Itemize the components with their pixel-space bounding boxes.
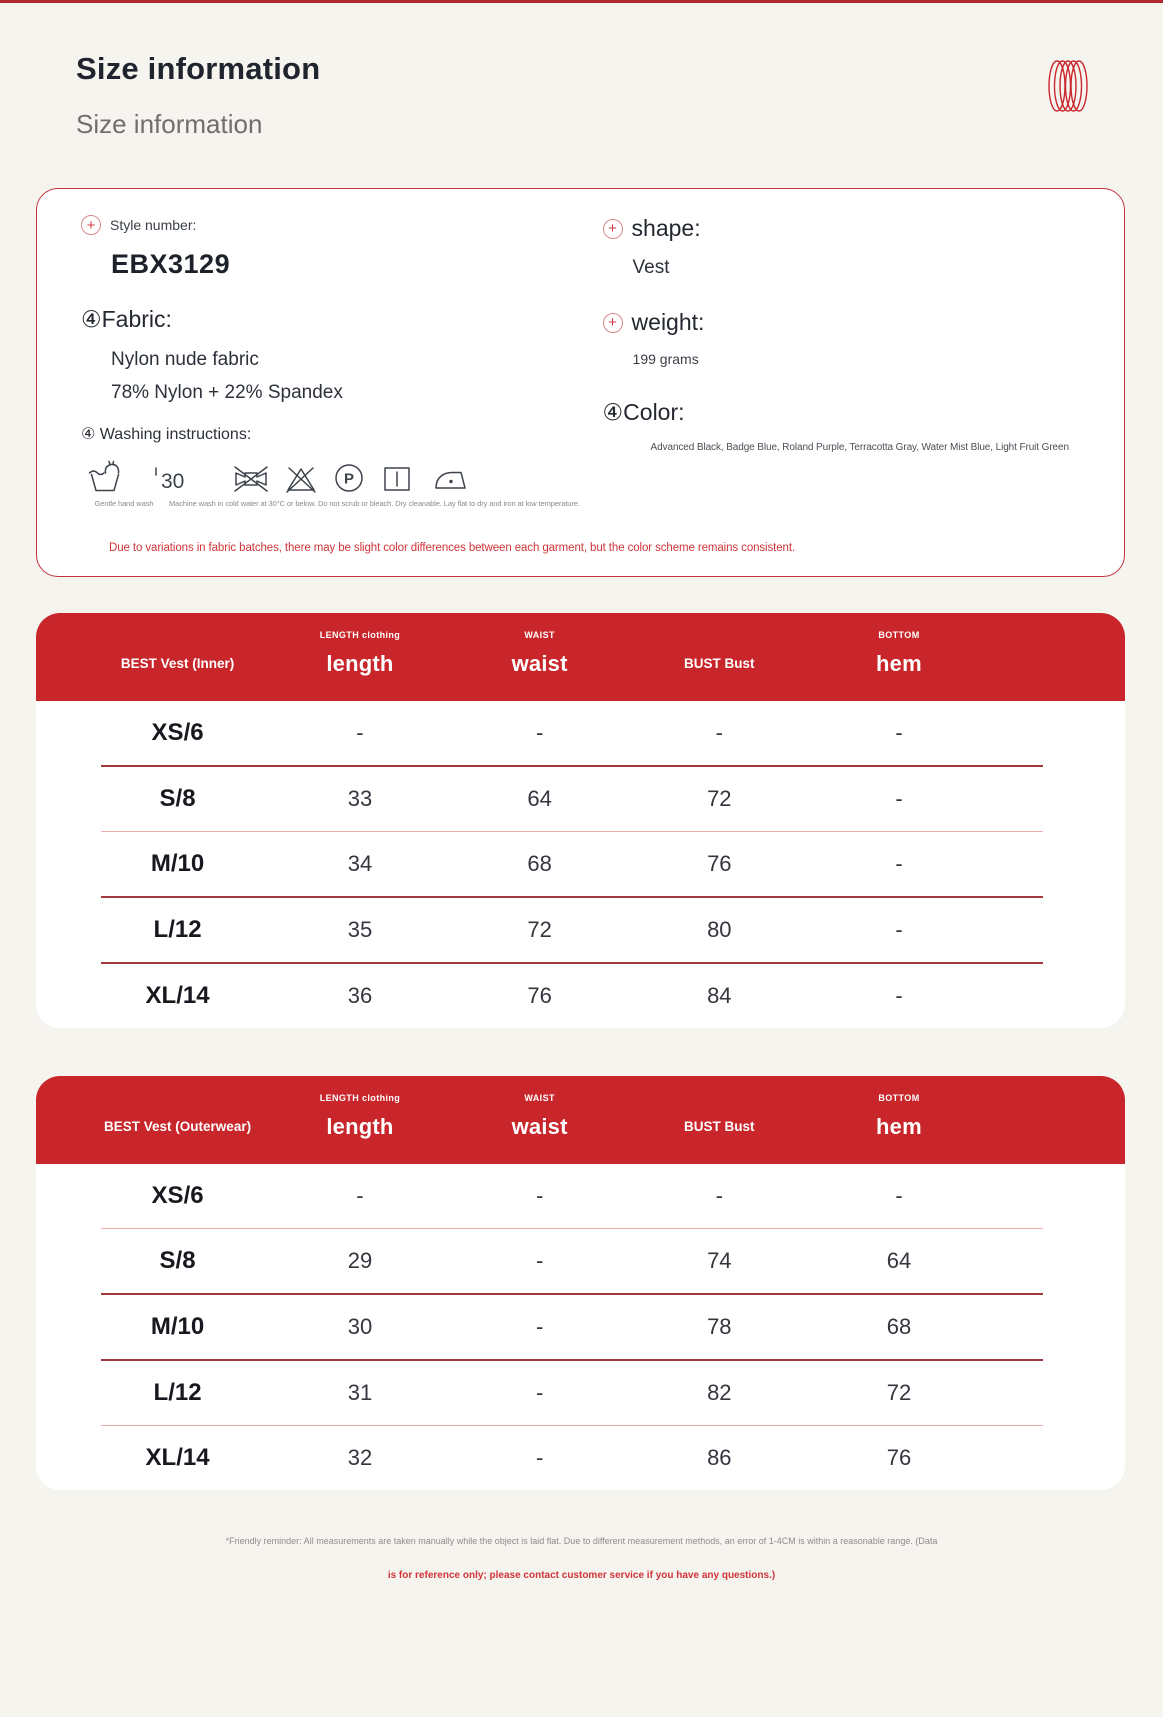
table-row bbox=[36, 1426, 1125, 1490]
table-row bbox=[36, 767, 1125, 831]
size-value: 72 bbox=[886, 1380, 912, 1405]
size-value: 29 bbox=[347, 1248, 373, 1273]
page-subtitle: Size information bbox=[76, 109, 263, 139]
washing-captions-row bbox=[81, 499, 603, 508]
size-value: - bbox=[535, 1314, 544, 1339]
shape-value: Vest bbox=[632, 257, 670, 278]
table-row bbox=[36, 832, 1125, 896]
page-title: Size information bbox=[76, 51, 321, 86]
footer-note bbox=[0, 1536, 1163, 1581]
size-value: - bbox=[535, 1380, 544, 1405]
table-header bbox=[36, 1076, 1125, 1164]
style-number-row bbox=[81, 215, 603, 235]
iron-low-icon bbox=[431, 464, 469, 494]
size-value: - bbox=[535, 1445, 544, 1470]
weight-row bbox=[603, 309, 1084, 336]
size-label: L/12 bbox=[153, 916, 202, 943]
table-title: BEST Vest (Outerwear) bbox=[104, 1119, 252, 1134]
table-row bbox=[36, 1164, 1125, 1228]
size-value: 64 bbox=[886, 1248, 912, 1273]
card-right-column bbox=[603, 215, 1084, 508]
header-col-length: LENGTH clothing length bbox=[319, 630, 401, 676]
header-col-waist: WAIST waist bbox=[511, 630, 568, 676]
size-label: XS/6 bbox=[151, 1182, 204, 1209]
machine-wash-caption: Machine wash in cold water at 30°C or below. Do not scrub or bleach. Dry cleanable. Lay flat to dry and iron at low temperature. bbox=[169, 499, 580, 508]
fabric-label: ④Fabric: bbox=[81, 306, 172, 332]
drip-dry-icon bbox=[381, 464, 413, 494]
size-value: 76 bbox=[886, 1445, 912, 1470]
size-label: XS/6 bbox=[151, 719, 204, 746]
size-label: XL/14 bbox=[145, 1444, 210, 1471]
size-value: 68 bbox=[886, 1314, 912, 1339]
size-value: 36 bbox=[347, 983, 373, 1008]
size-value: 34 bbox=[347, 851, 373, 876]
washing-icons-row bbox=[87, 460, 603, 494]
plus-circle-icon bbox=[603, 313, 623, 333]
size-value: - bbox=[895, 917, 903, 942]
style-number-label: Style number: bbox=[110, 217, 197, 233]
plus-circle-icon bbox=[603, 219, 623, 239]
spacer bbox=[989, 630, 1125, 701]
shape-row bbox=[603, 215, 1084, 242]
size-label: M/10 bbox=[150, 850, 205, 877]
table-row bbox=[36, 1229, 1125, 1293]
svg-text:P: P bbox=[343, 470, 355, 488]
weight-label: weight: bbox=[631, 309, 705, 335]
table-body bbox=[36, 701, 1125, 1028]
product-info-card bbox=[36, 188, 1125, 577]
size-label: M/10 bbox=[150, 1313, 205, 1340]
size-value: 82 bbox=[707, 1380, 732, 1405]
header-col-waist: WAIST waist bbox=[511, 1093, 568, 1139]
size-value: 30 bbox=[347, 1314, 373, 1339]
size-value: 33 bbox=[347, 786, 373, 811]
table-row bbox=[36, 964, 1125, 1028]
style-number-value: EBX3129 bbox=[111, 249, 231, 279]
reference-only-text: is for reference only; please contact customer service if you have any questions.) bbox=[387, 1570, 776, 1581]
size-value: - bbox=[535, 1183, 544, 1208]
size-value: 32 bbox=[347, 1445, 373, 1470]
size-value: - bbox=[895, 983, 903, 1008]
do-not-bleach-icon bbox=[285, 464, 317, 494]
hand-wash-caption: Gentle hand wash bbox=[94, 499, 154, 508]
size-value: 76 bbox=[707, 851, 732, 876]
do-not-wring-icon bbox=[231, 464, 271, 494]
size-table-outerwear bbox=[36, 1076, 1125, 1490]
table-row bbox=[36, 898, 1125, 962]
size-value: - bbox=[356, 720, 364, 745]
size-value: - bbox=[535, 720, 544, 745]
size-value: 72 bbox=[707, 786, 732, 811]
wash-temp-text: 30 bbox=[161, 470, 185, 493]
table-header bbox=[36, 613, 1125, 701]
spacer bbox=[36, 630, 85, 701]
size-value: 84 bbox=[707, 983, 732, 1008]
size-value: 31 bbox=[347, 1380, 373, 1405]
dry-clean-p-icon bbox=[333, 462, 365, 494]
size-label: S/8 bbox=[159, 1247, 196, 1274]
size-label: S/8 bbox=[159, 785, 196, 812]
header-col-bust: BUST Bust bbox=[684, 1119, 755, 1134]
table-row bbox=[36, 701, 1125, 765]
spacer bbox=[989, 1093, 1125, 1164]
size-value: - bbox=[535, 1248, 544, 1273]
size-value: - bbox=[895, 786, 903, 811]
shape-label: shape: bbox=[631, 215, 701, 241]
machine-wash-30-icon bbox=[149, 462, 187, 494]
size-value: 72 bbox=[527, 917, 552, 942]
hand-wash-icon bbox=[87, 460, 123, 494]
table-body bbox=[36, 1164, 1125, 1490]
size-value: 74 bbox=[707, 1248, 732, 1273]
table-row bbox=[36, 1295, 1125, 1359]
header-col-hem: BOTTOM hem bbox=[876, 630, 922, 676]
size-value: - bbox=[715, 720, 723, 745]
page-header bbox=[0, 3, 1163, 140]
plus-circle-icon bbox=[81, 215, 101, 235]
size-value: - bbox=[895, 720, 903, 745]
table-row bbox=[36, 1361, 1125, 1425]
fabric-composition: 78% Nylon + 22% Spandex bbox=[111, 382, 343, 403]
card-left-column bbox=[81, 215, 603, 508]
weight-value: 199 grams bbox=[632, 351, 699, 367]
header-col-product bbox=[85, 1093, 270, 1164]
size-value: 86 bbox=[707, 1445, 732, 1470]
spacer bbox=[36, 1093, 85, 1164]
size-label: L/12 bbox=[153, 1379, 202, 1406]
fabric-batch-note: Due to variations in fabric batches, there may be slight color differences between each garment, but the color scheme remains consistent. bbox=[109, 542, 796, 554]
coil-brand-logo-icon bbox=[1047, 59, 1091, 118]
washing-instructions-label: ④ Washing instructions: bbox=[81, 426, 252, 443]
size-value: 64 bbox=[527, 786, 552, 811]
header-col-bust: BUST Bust bbox=[684, 656, 755, 671]
size-value: 80 bbox=[707, 917, 732, 942]
color-options-value: Advanced Black, Badge Blue, Roland Purple, Terracotta Gray, Water Mist Blue, Light Fruit Green bbox=[650, 442, 1069, 453]
size-value: 68 bbox=[527, 851, 552, 876]
header-col-hem: BOTTOM hem bbox=[876, 1093, 922, 1139]
table-title: BEST Vest (Inner) bbox=[120, 656, 235, 671]
header-col-product bbox=[85, 630, 270, 701]
size-value: 78 bbox=[707, 1314, 732, 1339]
size-value: 76 bbox=[527, 983, 552, 1008]
size-value: - bbox=[895, 1183, 903, 1208]
size-value: - bbox=[895, 851, 903, 876]
size-value: 35 bbox=[347, 917, 373, 942]
fabric-name: Nylon nude fabric bbox=[111, 349, 259, 370]
header-col-length: LENGTH clothing length bbox=[319, 1093, 401, 1139]
size-value: - bbox=[715, 1183, 723, 1208]
friendly-reminder-text: *Friendly reminder: All measurements are taken manually while the object is laid flat. Due to different measurement methods, an error of 1-4CM is within a reasonable range. (Data bbox=[225, 1536, 938, 1546]
color-label: ④Color: bbox=[602, 399, 685, 425]
size-value: - bbox=[356, 1183, 364, 1208]
size-table-inner bbox=[36, 613, 1125, 1028]
size-label: XL/14 bbox=[145, 982, 210, 1009]
